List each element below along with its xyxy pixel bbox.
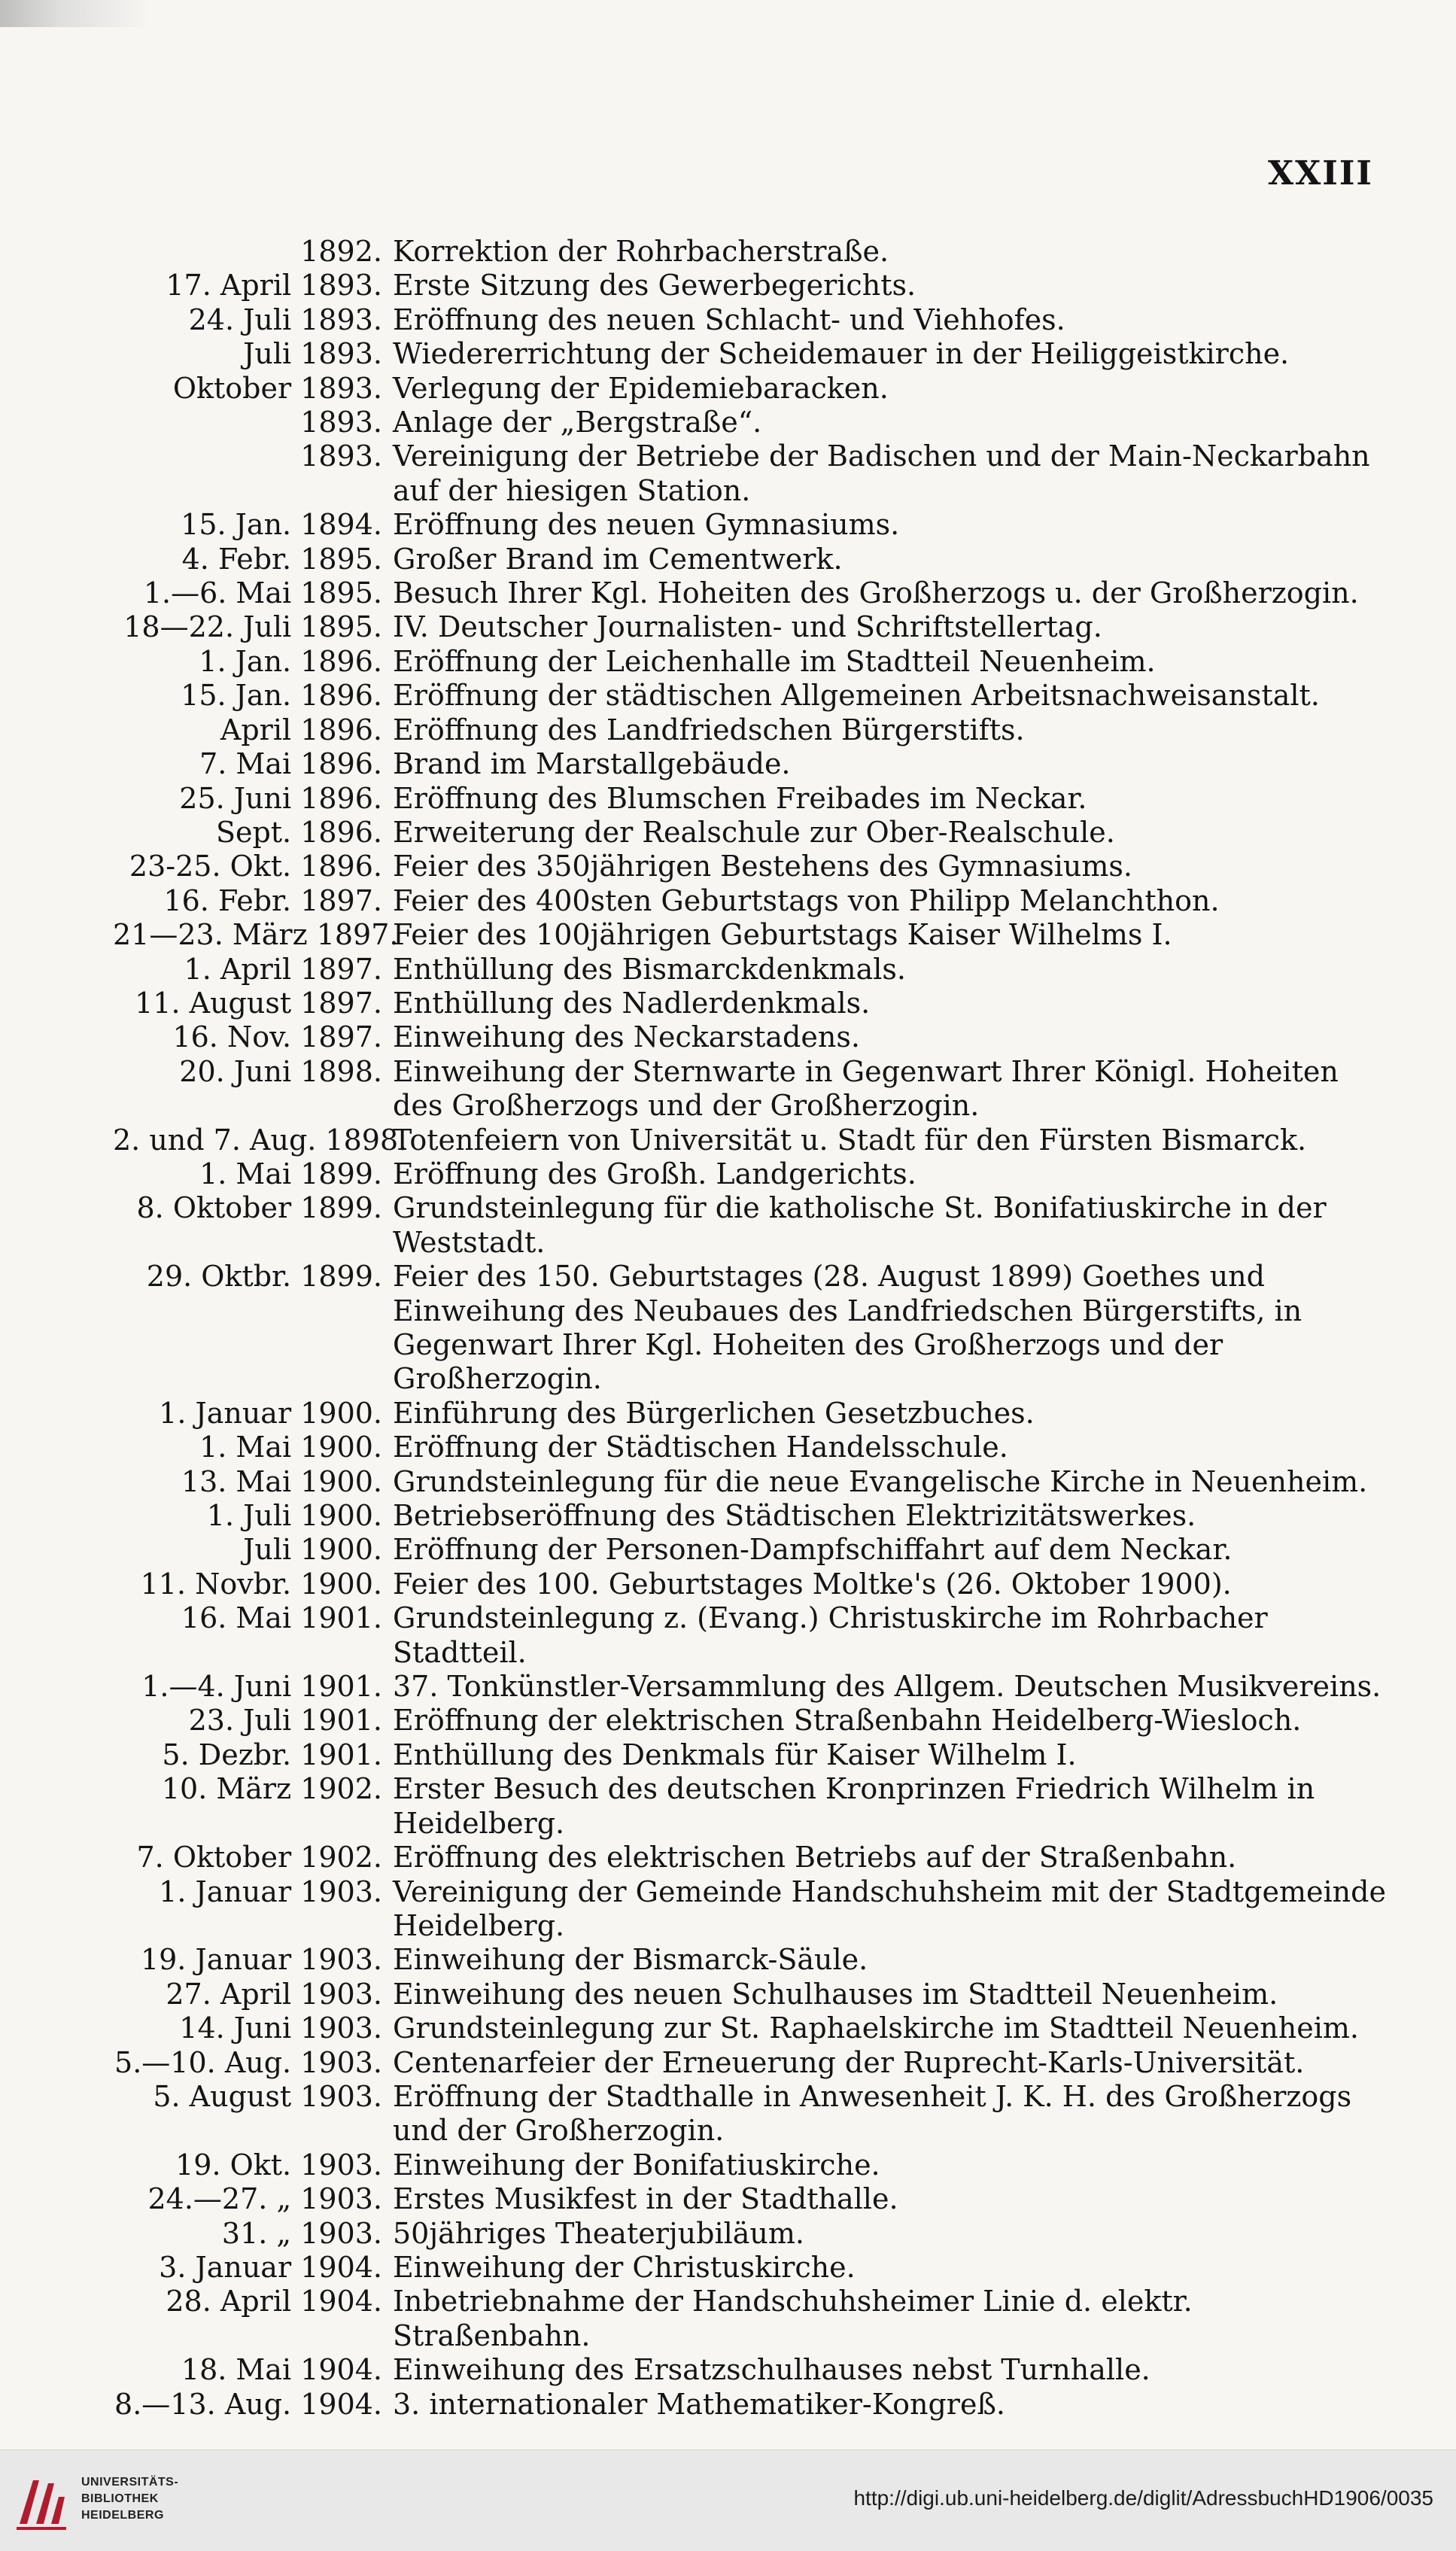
chronicle-entry (0, 1943, 1456, 1977)
entry-event: Enthüllung des Bismarckdenkmals. (393, 952, 906, 986)
entry-date: 1. April 1897. (184, 952, 382, 986)
entry-event: Erster Besuch des deutschen Kronprinzen Friedrich Wilhelm in Heidelberg. (393, 1772, 1315, 1840)
chronicle-entry (0, 1704, 1456, 1738)
entry-event: Feier des 150. Geburtstages (28. August 1899) Goethes und Einweihung des Neubaues des Landfriedschen Bürgerstifts, in Gegenwart Ihrer Kgl. Hoheiten des Großherzogs und der Großherzogin. (393, 1260, 1302, 1396)
chronicle-entry (0, 2285, 1456, 2353)
entry-date: 2. und 7. Aug. 1898. (113, 1123, 408, 1157)
entry-date: 1. Januar 1900. (159, 1396, 382, 1430)
entry-date: 20. Juni 1898. (179, 1054, 382, 1088)
entry-event: Großer Brand im Cementwerk. (393, 542, 843, 576)
entry-date: 1.—4. Juni 1901. (141, 1670, 382, 1704)
entry-event: Eröffnung der städtischen Allgemeinen Arbeitsnachweisanstalt. (393, 679, 1320, 713)
chronicle-entry (0, 235, 1456, 269)
chronicle-entry (0, 576, 1456, 610)
entry-date: 18—22. Juli 1895. (123, 610, 382, 644)
chronicle-entry (0, 953, 1456, 987)
chronicle-entry (0, 1431, 1456, 1464)
chronicle-entry (0, 645, 1456, 679)
chronicle-entry (0, 2217, 1456, 2251)
chronicle-entry (0, 337, 1456, 371)
entry-event: Eröffnung des neuen Gymnasiums. (393, 508, 900, 542)
entry-date: 11. Novbr. 1900. (140, 1567, 382, 1601)
entry-event: Einweihung des Neckarstadens. (393, 1020, 860, 1054)
chronicle-entry (0, 2046, 1456, 2080)
entry-event: Einweihung des neuen Schulhauses im Stadtteil Neuenheim. (393, 1977, 1278, 2011)
entry-date: Sept. 1896. (215, 815, 382, 849)
library-name-line: BIBLIOTHEK (81, 2492, 159, 2505)
entry-date: 21—23. März 1897. (113, 918, 399, 952)
chronicle-entry (0, 1841, 1456, 1874)
heidelberg-library-logo-icon[interactable] (14, 2470, 69, 2531)
entry-event: Korrektion der Rohrbacherstraße. (393, 235, 889, 268)
entry-event: Einweihung der Christuskirche. (393, 2250, 856, 2284)
chronicle-entry (0, 782, 1456, 816)
entry-date: 14. Juni 1903. (179, 2011, 382, 2045)
chronicle-entry (0, 713, 1456, 747)
entry-date: 1893. (300, 406, 382, 439)
entry-event: Feier des 400sten Geburtstags von Philipp Melanchthon. (393, 883, 1220, 917)
chronicle-entry (0, 372, 1456, 406)
chronicle-entry (0, 1260, 1456, 1397)
chronicle-entry (0, 1397, 1456, 1431)
entry-event: Vereinigung der Betriebe der Badischen und der Main-Neckarbahn auf der hiesigen Station. (393, 439, 1370, 507)
chronicle-entry (0, 1191, 1456, 1260)
chronicle-list (0, 235, 1456, 2422)
footer-bar (0, 2449, 1456, 2551)
chronicle-entry (0, 508, 1456, 542)
entry-event: Grundsteinlegung zur St. Raphaelskirche im Stadtteil Neuenheim. (393, 2011, 1359, 2045)
entry-date: 23-25. Okt. 1896. (129, 850, 382, 883)
entry-event: IV. Deutscher Journalisten- und Schriftstellertag. (393, 610, 1102, 644)
entry-date: 16. Nov. 1897. (172, 1020, 382, 1054)
entry-event: Enthüllung des Nadlerdenkmals. (393, 986, 871, 1020)
entry-date: 1. Mai 1900. (199, 1431, 382, 1464)
entry-event: Anlage der „Bergstraße“. (393, 406, 762, 439)
entry-event: Totenfeiern von Universität u. Stadt für den Fürsten Bismarck. (393, 1123, 1307, 1157)
entry-date: Oktober 1893. (172, 371, 382, 405)
entry-event: Grundsteinlegung z. (Evang.) Christuskirche im Rohrbacher Stadtteil. (393, 1601, 1268, 1669)
chronicle-entry (0, 2353, 1456, 2387)
scan-edge-shadow (0, 0, 150, 27)
entry-date: 19. Januar 1903. (140, 1943, 382, 1977)
entry-date: 24. Juli 1893. (188, 303, 382, 336)
entry-date: 3. Januar 1904. (159, 2250, 382, 2284)
entry-event: Inbetriebnahme der Handschuhsheimer Linie d. elektr. Straßenbahn. (393, 2285, 1193, 2352)
entry-date: 16. Febr. 1897. (163, 883, 382, 917)
entry-event: Einführung des Bürgerlichen Gesetzbuches. (393, 1396, 1035, 1430)
chronicle-entry (0, 1772, 1456, 1841)
page-number: XXIII (1267, 154, 1373, 193)
chronicle-entry (0, 1875, 1456, 1944)
entry-date: 5. August 1903. (153, 2079, 382, 2113)
entry-date: 18. Mai 1904. (181, 2353, 382, 2387)
entry-date: 11. August 1897. (135, 986, 382, 1020)
chronicle-entry (0, 1533, 1456, 1567)
entry-date: Juli 1893. (243, 337, 382, 371)
entry-date: 23. Juli 1901. (188, 1704, 382, 1738)
entry-event: Eröffnung der Stadthalle in Anwesenheit J. K. H. des Großherzogs und der Großherzogin. (393, 2079, 1352, 2148)
entry-date: 8. Oktober 1899. (136, 1191, 382, 1225)
chronicle-entry (0, 1567, 1456, 1601)
entry-date: 27. April 1903. (166, 1977, 382, 2011)
entry-event: Einweihung der Sternwarte in Gegenwart Ihrer Königl. Hoheiten des Großherzogs und der Großherzogin. (393, 1054, 1339, 1123)
entry-event: Verlegung der Epidemiebaracken. (393, 371, 889, 405)
entry-event: Eröffnung des neuen Schlacht- und Viehhofes. (393, 303, 1065, 336)
entry-event: 37. Tonkünstler-Versammlung des Allgem. Deutschen Musikvereins. (393, 1670, 1382, 1704)
library-name-line: UNIVERSITÄTS- (81, 2476, 179, 2489)
entry-date: April 1896. (220, 713, 382, 746)
entry-date: 13. Mai 1900. (181, 1464, 382, 1498)
chronicle-entry (0, 2388, 1456, 2422)
entry-date: 15. Jan. 1896. (181, 679, 382, 713)
library-name-line: HEIDELBERG (81, 2509, 164, 2522)
entry-date: 25. Juni 1896. (179, 781, 382, 815)
entry-event: Grundsteinlegung für die neue Evangelische Kirche in Neuenheim. (393, 1464, 1368, 1498)
entry-event: Centenarfeier der Erneuerung der Ruprecht-Karls-Universität. (393, 2045, 1305, 2079)
chronicle-entry (0, 2011, 1456, 2045)
chronicle-entry (0, 987, 1456, 1020)
chronicle-entry (0, 610, 1456, 644)
chronicle-entry (0, 850, 1456, 883)
chronicle-entry (0, 2080, 1456, 2148)
entry-event: Feier des 100jährigen Geburtstags Kaiser Wilhelms I. (393, 918, 1172, 952)
entry-event: Eröffnung des Großh. Landgerichts. (393, 1157, 916, 1190)
chronicle-entry (0, 747, 1456, 781)
entry-event: Brand im Marstallgebäude. (393, 747, 791, 781)
entry-date: 1. Juli 1900. (206, 1499, 382, 1533)
entry-event: 3. internationaler Mathematiker-Kongreß. (393, 2387, 1005, 2421)
entry-event: Enthüllung des Denkmals für Kaiser Wilhelm I. (393, 1738, 1077, 1771)
chronicle-entry (0, 1157, 1456, 1191)
source-url-link[interactable]: http://digi.ub.uni-heidelberg.de/diglit/AdressbuchHD1906/0035 (853, 2486, 1433, 2510)
entry-date: 7. Oktober 1902. (136, 1841, 382, 1874)
entry-date: 28. April 1904. (166, 2285, 382, 2318)
entry-event: Eröffnung der elektrischen Straßenbahn Heidelberg-Wiesloch. (393, 1704, 1302, 1738)
entry-date: 24.—27. „ 1903. (147, 2182, 382, 2216)
entry-date: 10. März 1902. (161, 1772, 382, 1806)
chronicle-entry (0, 543, 1456, 576)
entry-date: 7. Mai 1896. (199, 747, 382, 781)
entry-event: 50jähriges Theaterjubiläum. (393, 2216, 804, 2250)
entry-event: Eröffnung der Städtischen Handelsschule. (393, 1431, 1008, 1464)
entry-date: 5. Dezbr. 1901. (162, 1738, 382, 1771)
entry-date: 16. Mai 1901. (181, 1601, 382, 1635)
entry-event: Einweihung des Ersatzschulhauses nebst Turnhalle. (393, 2353, 1151, 2387)
entry-date: 15. Jan. 1894. (181, 508, 382, 542)
entry-date: 1.—6. Mai 1895. (143, 576, 382, 610)
entry-event: Erweiterung der Realschule zur Ober-Realschule. (393, 815, 1115, 849)
entry-event: Einweihung der Bonifatiuskirche. (393, 2148, 880, 2182)
entry-event: Eröffnung der Personen-Dampfschiffahrt auf dem Neckar. (393, 1533, 1233, 1567)
entry-date: 1893. (300, 439, 382, 473)
entry-event: Grundsteinlegung für die katholische St. Bonifatiuskirche in der Weststadt. (393, 1191, 1327, 1259)
chronicle-entry (0, 1670, 1456, 1704)
entry-event: Vereinigung der Gemeinde Handschuhsheim mit der Stadtgemeinde Heidelberg. (393, 1874, 1386, 1942)
chronicle-entry (0, 679, 1456, 713)
chronicle-entry (0, 1601, 1456, 1670)
entry-event: Erste Sitzung des Gewerbegerichts. (393, 269, 916, 303)
entry-date: 4. Febr. 1895. (181, 542, 382, 576)
entry-event: Eröffnung des Landfriedschen Bürgerstifts. (393, 713, 1025, 746)
chronicle-entry (0, 439, 1456, 508)
entry-event: Eröffnung des elektrischen Betriebs auf der Straßenbahn. (393, 1841, 1237, 1874)
chronicle-entry (0, 2182, 1456, 2216)
chronicle-entry (0, 1020, 1456, 1054)
entry-date: 1892. (300, 235, 382, 268)
entry-date: 17. April 1893. (166, 269, 382, 303)
entry-event: Feier des 350jährigen Bestehens des Gymnasiums. (393, 850, 1132, 883)
entry-date: Juli 1900. (243, 1533, 382, 1567)
entry-event: Eröffnung der Leichenhalle im Stadtteil Neuenheim. (393, 644, 1156, 678)
chronicle-entry (0, 1465, 1456, 1499)
entry-date: 19. Okt. 1903. (175, 2148, 382, 2182)
entry-event: Einweihung der Bismarck-Säule. (393, 1943, 868, 1977)
chronicle-entry (0, 1499, 1456, 1533)
entry-date: 1. Januar 1903. (159, 1874, 382, 1908)
chronicle-entry (0, 303, 1456, 337)
chronicle-entry (0, 1978, 1456, 2011)
entry-date: 31. „ 1903. (221, 2216, 382, 2250)
entry-event: Erstes Musikfest in der Stadthalle. (393, 2182, 898, 2216)
chronicle-entry (0, 1055, 1456, 1123)
chronicle-entry (0, 1738, 1456, 1772)
chronicle-entry (0, 269, 1456, 303)
entry-date: 5.—10. Aug. 1903. (114, 2045, 382, 2079)
entry-date: 1. Jan. 1896. (199, 644, 382, 678)
entry-event: Betriebseröffnung des Städtischen Elektrizitätswerkes. (393, 1499, 1196, 1533)
chronicle-entry (0, 1123, 1456, 1157)
entry-event: Feier des 100. Geburtstages Moltke's (26. Oktober 1900). (393, 1567, 1232, 1601)
entry-event: Besuch Ihrer Kgl. Hoheiten des Großherzogs u. der Großherzogin. (393, 576, 1359, 610)
entry-event: Eröffnung des Blumschen Freibades im Neckar. (393, 781, 1087, 815)
chronicle-entry (0, 2251, 1456, 2285)
entry-date: 1. Mai 1899. (199, 1157, 382, 1190)
chronicle-entry (0, 2148, 1456, 2182)
chronicle-entry (0, 918, 1456, 952)
entry-date: 29. Oktbr. 1899. (146, 1260, 382, 1294)
library-name (81, 2474, 178, 2524)
chronicle-entry (0, 406, 1456, 439)
entry-date: 8.—13. Aug. 1904. (114, 2387, 382, 2421)
entry-event: Wiedererrichtung der Scheidemauer in der Heiliggeistkirche. (393, 337, 1290, 371)
chronicle-entry (0, 884, 1456, 918)
chronicle-entry (0, 816, 1456, 850)
